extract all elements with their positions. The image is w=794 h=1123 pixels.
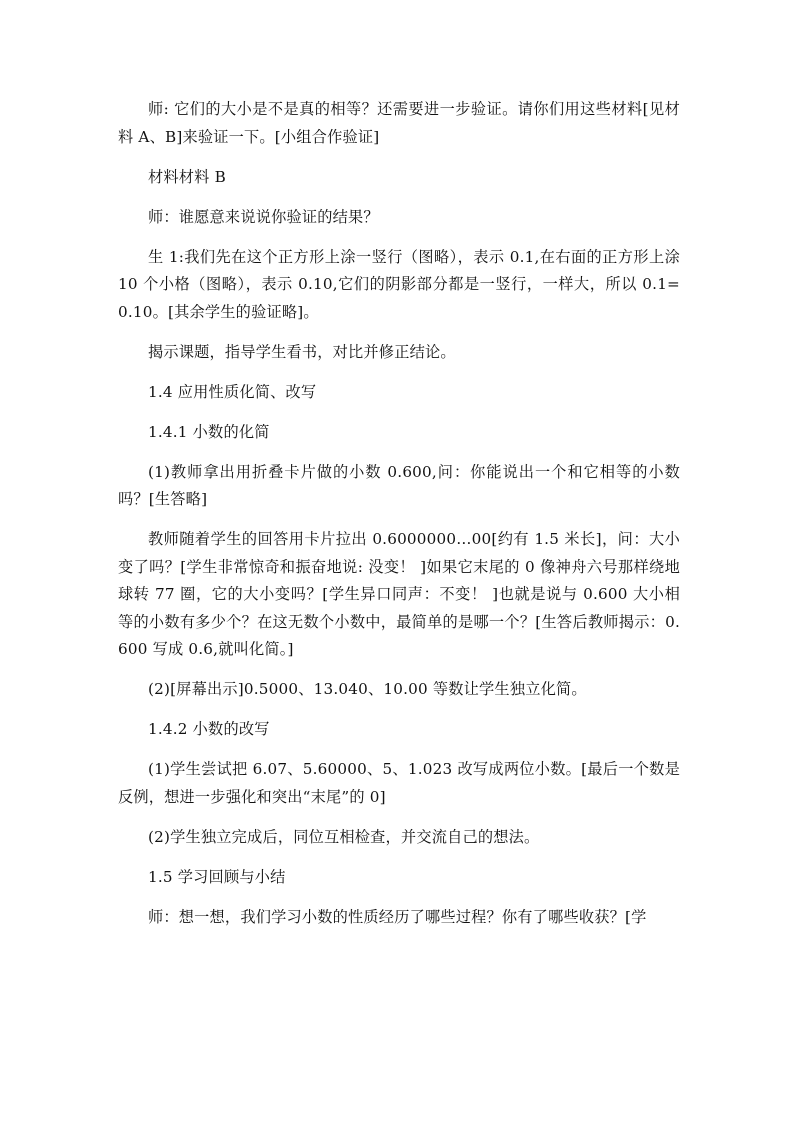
paragraph-teacher-ask-result: 师：谁愿意来说说你验证的结果？: [148, 207, 379, 226]
paragraph-materials: 材料材料 B: [148, 167, 226, 186]
heading-1-4: 1.4 应用性质化简、改写: [148, 382, 317, 401]
paragraph-peer-check: (2)学生独立完成后，同位互相检查，并交流自己的想法。: [148, 827, 540, 846]
paragraph-screen-show: (2)[屏幕出示]0.5000、13.040、10.00 等数让学生独立化简。: [148, 680, 587, 698]
paragraph-card-pull: 教师随着学生的回答用卡片拉出 0.6000000…00[约有 1.5 米长]，问：大小变了吗？[学生非常惊奇和振奋地说: 没变！ ]如果它末尾的 0 像神舟六号那样绕地球转 77 圈，它的大小变吗？[学生异口同声：不变！ ]也就是说与 0.600 大小相等的小数有多少个？在这无数个小数中，最简单的是哪一个？[生答后教师揭示：0.600 写成 0.6,就叫化简。]: [118, 530, 680, 658]
paragraph-reveal-topic: 揭示课题，指导学生看书，对比并修正结论。: [148, 342, 456, 361]
document-page: [118, 96, 680, 931]
paragraph-review: 师：想一想，我们学习小数的性质经历了哪些过程？你有了哪些收获？[学: [148, 907, 647, 926]
heading-1-4-1: 1.4.1 小数的化简: [148, 422, 270, 441]
heading-1-4-2: 1.4.2 小数的改写: [148, 720, 270, 738]
paragraph-student-answer: 生 1:我们先在这个正方形上涂一竖行（图略），表示 0.1,在右面的正方形上涂 10 个小格（图略），表示 0.10,它们的阴影部分都是一竖行，一样大，所以 0.1=0.10。[其余学生的验证略]。: [118, 247, 680, 321]
paragraph-folding-card: (1)教师拿出用折叠卡片做的小数 0.600,问：你能说出一个和它相等的小数吗？[生答略]: [118, 462, 680, 508]
paragraph-teacher-question: 师: 它们的大小是不是真的相等？还需要进一步验证。请你们用这些材料[见材料 A、B]来验证一下。[小组合作验证]: [118, 100, 680, 146]
heading-1-5: 1.5 学习回顾与小结: [148, 867, 286, 886]
paragraph-rewrite-attempt: (1)学生尝试把 6.07、5.60000、5、1.023 改写成两位小数。[最后一个数是反例，想进一步强化和突出“末尾”的 0]: [118, 760, 680, 806]
